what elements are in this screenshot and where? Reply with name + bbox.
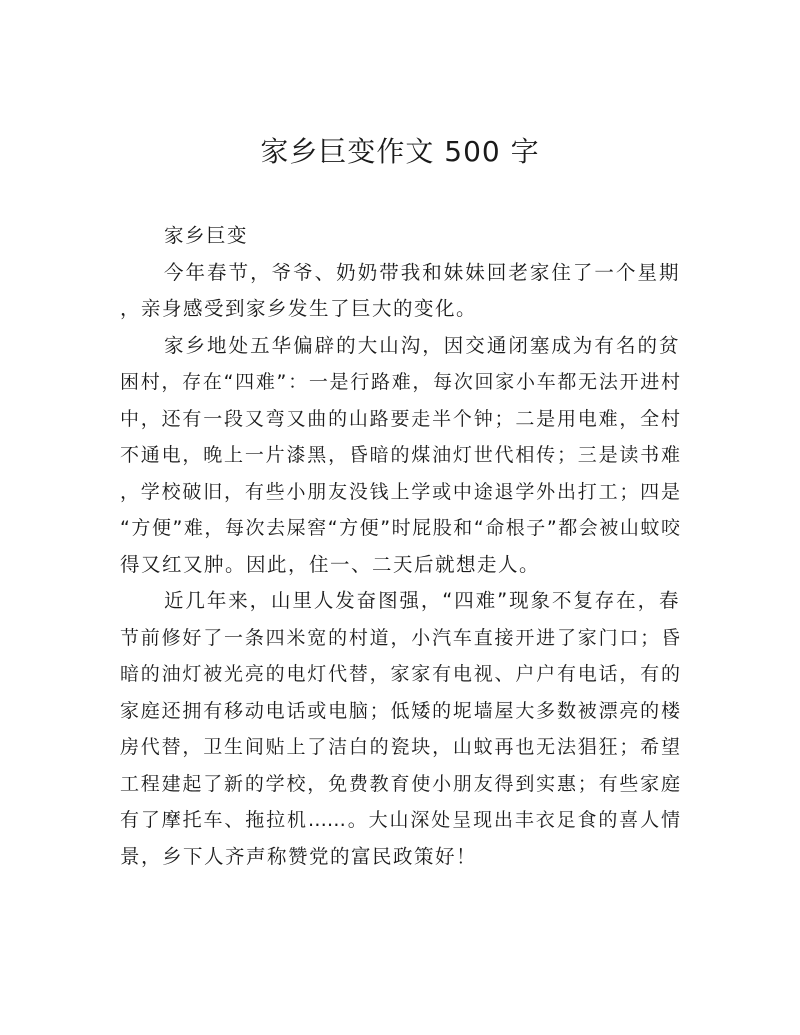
paragraph-line: ，学校破旧，有些小朋友没钱上学或中途退学外出打工；四是 bbox=[120, 480, 680, 503]
paragraph-line: 工程建起了新的学校，免费教育使小朋友得到实惠；有些家庭 bbox=[120, 772, 680, 795]
document-body bbox=[120, 218, 680, 875]
document-title: 家乡巨变作文 500 字 bbox=[260, 135, 540, 168]
paragraph-line: 近几年来，山里人发奋图强，“四难”现象不复存在，春 bbox=[164, 589, 680, 612]
paragraph-line: 困村，存在“四难”：一是行路难，每次回家小车都无法开进村 bbox=[120, 371, 680, 393]
paragraph-line: 节前修好了一条四米宽的村道，小汽车直接开进了家门口；昏 bbox=[120, 626, 680, 649]
paragraph-line: 有了摩托车、拖拉机……。大山深处呈现出丰衣足食的喜人情 bbox=[120, 809, 680, 831]
paragraph-line: 家庭还拥有移动电话或电脑；低矮的坭墙屋大多数被漂亮的楼 bbox=[120, 699, 680, 722]
paragraph-line: 中，还有一段又弯又曲的山路要走半个钟；二是用电难，全村 bbox=[120, 407, 680, 430]
paragraph-line: 得又红又肿。因此，住一、二天后就想走人。 bbox=[120, 552, 541, 576]
paragraph-line: 暗的油灯被光亮的电灯代替，家家有电视、户户有电话，有的 bbox=[120, 663, 680, 685]
paragraph-line: 房代替，卫生间贴上了洁白的瓷块，山蚊再也无法猖狂；希望 bbox=[120, 736, 680, 758]
paragraph-line: ，亲身感受到家乡发生了巨大的变化。 bbox=[120, 297, 478, 320]
paragraph-line: 景，乡下人齐声称赞党的富民政策好！ bbox=[120, 844, 478, 868]
subtitle-line: 家乡巨变 bbox=[164, 224, 249, 247]
paragraph-line: 今年春节，爷爷、奶奶带我和妹妹回老家住了一个星期 bbox=[164, 260, 680, 284]
paragraph-line: “方便”难，每次去屎窖“方便”时屁股和“命根子”都会被山蚊咬 bbox=[120, 517, 680, 539]
paragraph-line: 不通电，晚上一片漆黑，昏暗的煤油灯世代相传；三是读书难 bbox=[120, 444, 680, 466]
paragraph-line: 家乡地处五华偏辟的大山沟，因交通闭塞成为有名的贫 bbox=[164, 333, 680, 357]
